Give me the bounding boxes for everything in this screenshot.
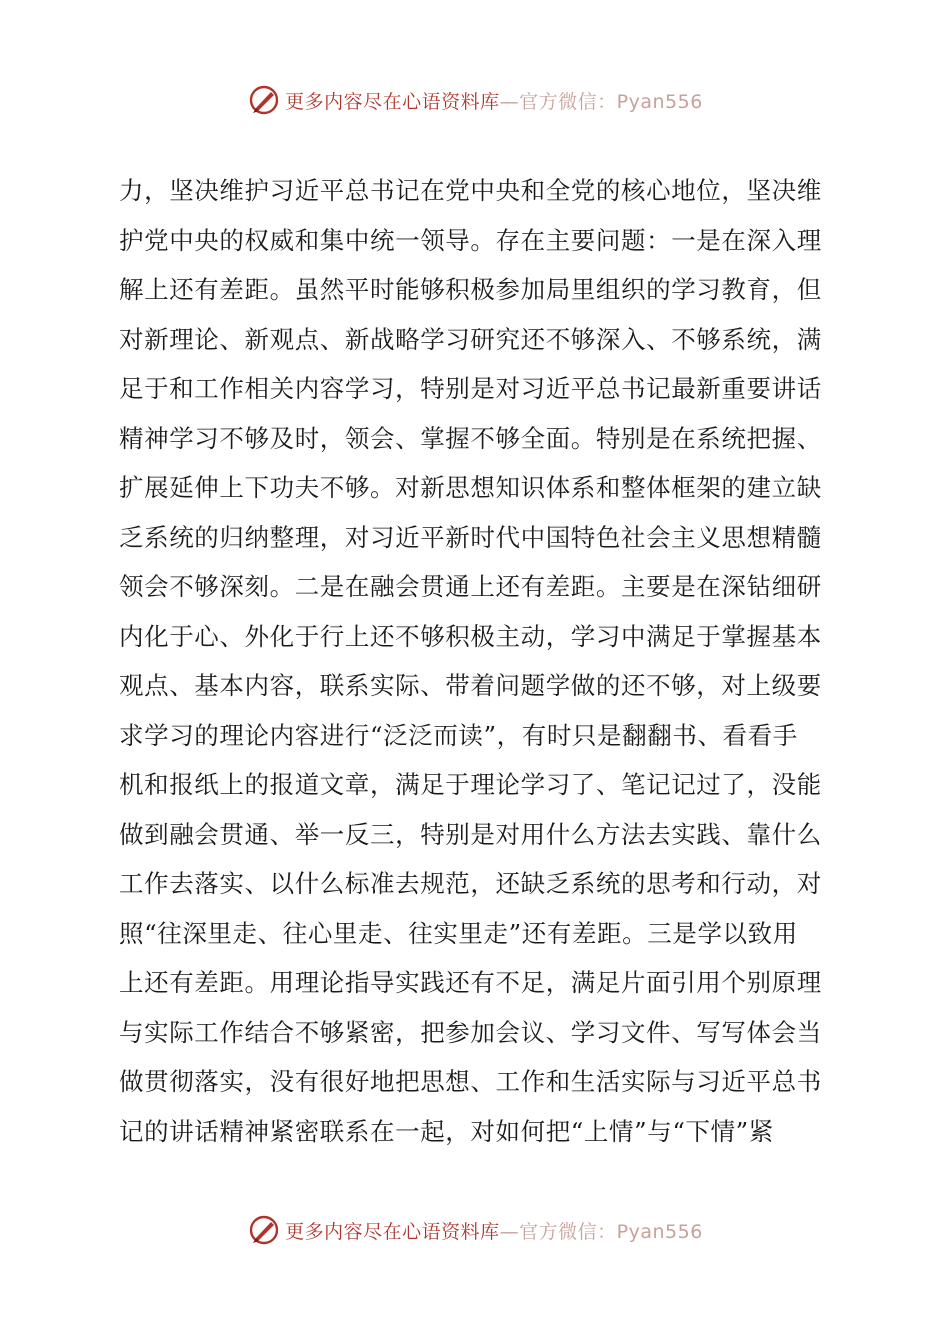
text-line: 扩展延伸上下功夫不够。对新思想知识体系和整体框架的建立缺 — [119, 473, 822, 502]
pen-circle-logo-icon — [247, 83, 281, 117]
pen-circle-logo-icon — [247, 1213, 281, 1247]
text-line: 做到融会贯通、举一反三，特别是对用什么方法去实践、靠什么 — [119, 819, 822, 849]
document-body — [119, 166, 833, 1156]
text-line: 乏系统的归纳整理，对习近平新时代中国特色社会主义思想精髓 — [119, 522, 822, 552]
text-line: 观点、基本内容，联系实际、带着问题学做的还不够，对上级要 — [119, 671, 822, 700]
text-line: 记的讲话精神紧密联系在一起，对如何把“上情”与“下情”紧 — [119, 1116, 774, 1146]
watermark-text: 更多内容尽在心语资料库—官方微信：Pyan556 — [285, 1220, 703, 1243]
text-line: 对新理论、新观点、新战略学习研究还不够深入、不够系统，满 — [119, 324, 822, 354]
text-line: 解上还有差距。虽然平时能够积极参加局里组织的学习教育，但 — [119, 275, 822, 304]
text-line: 做贯彻落实，没有很好地把思想、工作和生活实际与习近平总书 — [119, 1067, 822, 1096]
text-line: 内化于心、外化于行上还不够积极主动，学习中满足于掌握基本 — [119, 621, 822, 651]
text-line: 领会不够深刻。二是在融会贯通上还有差距。主要是在深钻细研 — [119, 572, 822, 601]
footer-watermark — [0, 1210, 950, 1250]
text-line: 求学习的理论内容进行“泛泛而读”，有时只是翻翻书、看看手 — [119, 720, 798, 750]
header-watermark — [0, 80, 950, 120]
text-line: 护党中央的权威和集中统一领导。存在主要问题：一是在深入理 — [119, 225, 822, 255]
text-line: 照“往深里走、往心里走、往实里走”还有差距。三是学以致用 — [119, 918, 798, 948]
watermark-text: 更多内容尽在心语资料库—官方微信：Pyan556 — [285, 90, 703, 113]
text-line: 上还有差距。用理论指导实践还有不足，满足片面引用个别原理 — [119, 968, 822, 997]
text-line: 足于和工作相关内容学习，特别是对习近平总书记最新重要讲话 — [119, 374, 822, 403]
text-line: 机和报纸上的报道文章，满足于理论学习了、笔记记过了，没能 — [119, 770, 822, 799]
text-line: 精神学习不够及时，领会、掌握不够全面。特别是在系统把握、 — [119, 423, 822, 453]
text-line: 力，坚决维护习近平总书记在党中央和全党的核心地位，坚决维 — [119, 176, 822, 205]
text-line: 工作去落实、以什么标准去规范，还缺乏系统的思考和行动，对 — [119, 869, 822, 898]
text-line: 与实际工作结合不够紧密，把参加会议、学习文件、写写体会当 — [119, 1017, 822, 1047]
